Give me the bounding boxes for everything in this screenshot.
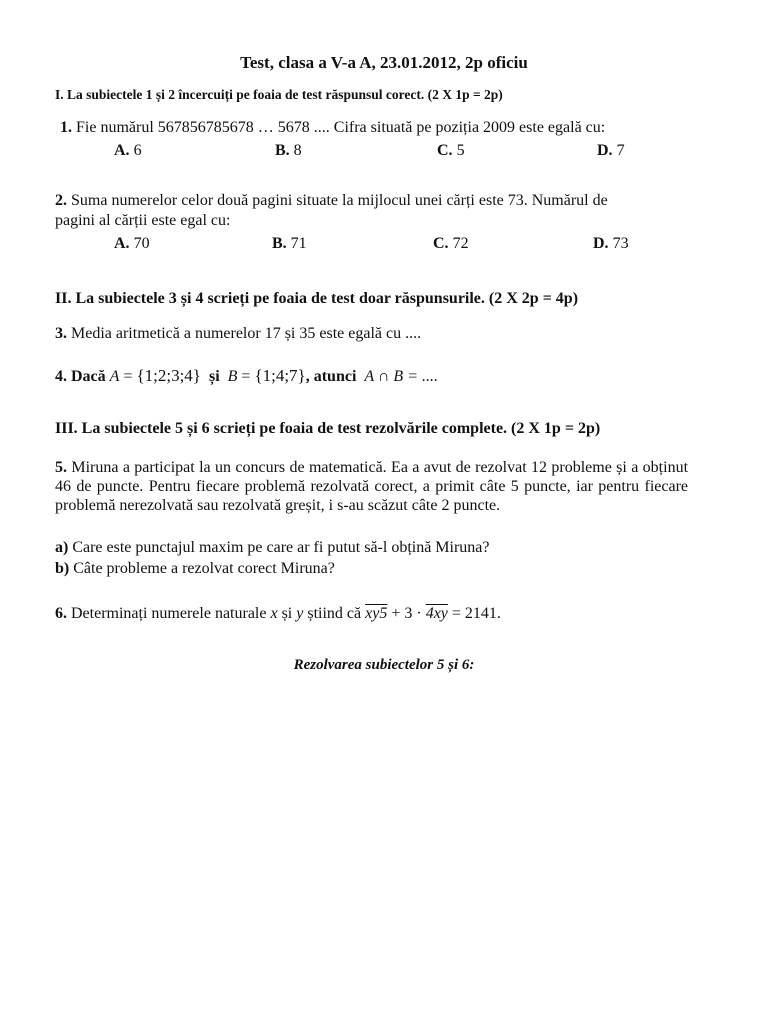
question-4-prefix: Dacă: [71, 368, 106, 385]
question-1-option-d[interactable]: D. 7: [597, 142, 625, 159]
question-1-option-c[interactable]: C. 5: [437, 142, 465, 159]
question-1-option-b[interactable]: B. 8: [275, 142, 302, 159]
question-6: 6. Determinați numerele naturale x și y știind că xy5 + 3 · 4xy = 2141.: [55, 605, 501, 622]
question-5-text: Miruna a participat la un concurs de matematică. Ea a avut de rezolvat 12 probleme și a obținut 46 de puncte. Pentru fiecare problemă rezolvată corect, a primit câte 5 puncte, iar pentru fiecare problemă nerezolvată sau rezolvată greșit, i s-au scăzut câte 2 puncte.: [55, 459, 689, 514]
overlined-number-xy5: xy5: [365, 605, 388, 622]
question-3: [55, 325, 421, 343]
question-4-then: , atunci: [305, 368, 357, 385]
section-2-heading: II. La subiectele 3 și 4 scrieți pe foaia de test doar răspunsurile. (2 X 2p = 4p): [55, 290, 579, 307]
intersection-expression: A ∩ B = ....: [364, 368, 438, 385]
question-3-number: 3.: [55, 325, 67, 342]
question-5-part-a: a) Care este punctajul maxim pe care ar fi putut să-l obțină Miruna?: [55, 539, 490, 556]
solutions-heading: Rezolvarea subiectelor 5 și 6:: [293, 657, 475, 673]
section-1-heading: I. La subiectele 1 și 2 încercuiți pe foaia de test răspunsul corect. (2 X 1p = 2p): [55, 87, 503, 102]
set-b-elements: {1;4;7}: [254, 366, 306, 385]
question-4-and: și: [208, 368, 220, 385]
question-2-option-a[interactable]: A. 70: [114, 235, 150, 252]
question-5-number: 5.: [55, 459, 67, 476]
question-2-line-1: [55, 192, 608, 210]
question-1: [60, 119, 605, 137]
set-b-name: B: [227, 368, 238, 385]
question-1-option-a[interactable]: A. 6: [114, 142, 142, 159]
question-2-line-2: pagini al cărții este egal cu:: [55, 212, 231, 229]
question-2-text: Suma numerelor celor două pagini situate la mijlocul unei cărți este 73. Numărul de: [71, 192, 608, 209]
question-6-text: Determinați numerele naturale: [71, 605, 267, 622]
question-4: 4. Dacă A = {1;2;3;4} și B = {1;4;7}, atunci A ∩ B = ....: [55, 366, 438, 385]
question-5-part-b: b) Câte probleme a rezolvat corect Miruna?: [55, 560, 335, 577]
question-2-option-c[interactable]: C. 72: [433, 235, 469, 252]
question-2-number: 2.: [55, 192, 67, 209]
set-a-name: A: [109, 368, 120, 385]
question-4-number: 4.: [55, 368, 67, 385]
question-1-text: Fie numărul 567856785678 … 5678 .... Cifra situată pe poziția 2009 este egală cu:: [76, 119, 606, 136]
question-5: [55, 458, 688, 515]
set-a-elements: {1;2;3;4}: [136, 366, 201, 385]
question-6-number: 6.: [55, 605, 67, 622]
question-3-text: Media aritmetică a numerelor 17 și 35 este egală cu ....: [71, 325, 422, 342]
question-2-option-b[interactable]: B. 71: [272, 235, 307, 252]
overlined-number-4xy: 4xy: [425, 605, 448, 622]
test-title: Test, clasa a V-a A, 23.01.2012, 2p oficiu: [240, 53, 528, 72]
question-2-option-d[interactable]: D. 73: [593, 235, 629, 252]
question-1-number: 1.: [60, 119, 72, 136]
section-3-heading: III. La subiectele 5 și 6 scrieți pe foaia de test rezolvările complete. (2 X 1p = 2p): [55, 420, 601, 437]
